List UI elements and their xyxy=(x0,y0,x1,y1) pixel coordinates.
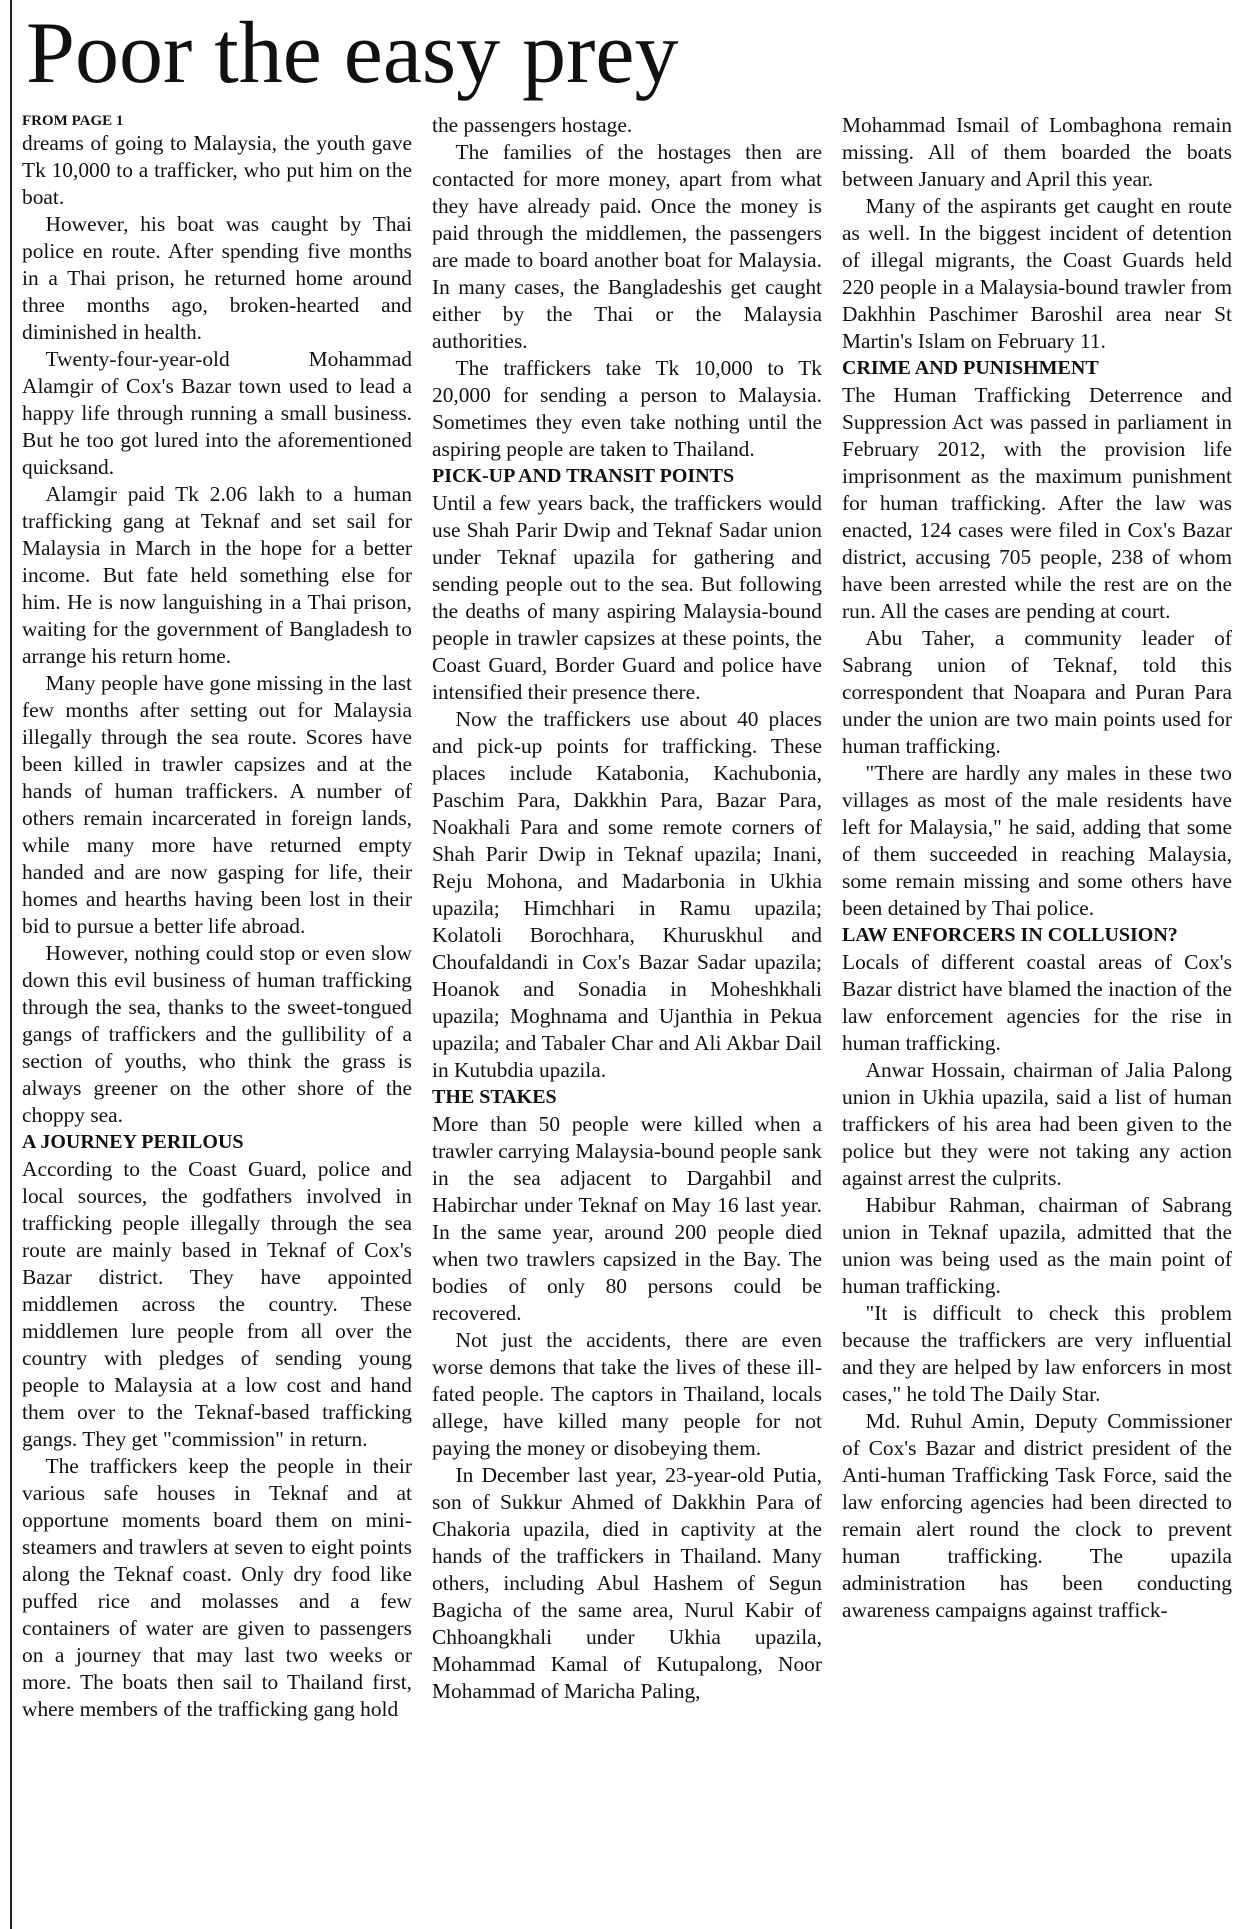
article-paragraph: Now the traffickers use about 40 places and pick-up points for trafficking. These places include Katabonia, Kachubonia, Paschim Para, Dakkhin Para, Bazar Para, Noakhali Para and some remote corners of Shah Parir Dwip in Teknaf upazila; Inani, Reju Mohona, and Madarbonia in Ukhia upazila; Himchhari in Ramu upazila; Kolatoli Borochhara, Khuruskhul and Choufaldandi in Cox's Bazar Sadar upazila; Hoanok and Sonadia in Moheshkhali upazila; Moghnama and Ujanthia in Pekua upazila; and Tabaler Char and Ali Akbar Dail in Kutubdia upazila. xyxy=(432,707,822,1082)
jump-kicker: FROM PAGE 1 xyxy=(22,113,124,129)
article-paragraph: "It is difficult to check this problem because the traffickers are very influential and they are helped by law enforcers in most cases," he told The Daily Star. xyxy=(842,1301,1232,1406)
article-paragraph: Until a few years back, the traffickers would use Shah Parir Dwip and Teknaf Sadar union under Teknaf upazila for gathering and sending people out to the sea. But following the deaths of many aspiring Malaysia-bound people in trawler capsizes at these points, the Coast Guard, Border Guard and police have intensified their presence there. xyxy=(432,491,822,704)
column-3 xyxy=(842,112,1232,1922)
section-subhead: THE STAKES xyxy=(432,1086,557,1108)
article-paragraph: However, nothing could stop or even slow down this evil business of human trafficking through the sea, thanks to the sweet-tongued gangs of traffickers and the gullibility of a section of youths, who think the grass is always greener on the other shore of the choppy sea. xyxy=(22,941,412,1127)
headline: Poor the easy prey xyxy=(26,5,679,102)
section-subhead: A JOURNEY PERILOUS xyxy=(22,1131,244,1153)
article-paragraph: Many people have gone missing in the last few months after setting out for Malaysia illegally through the sea route. Scores have been killed in trawler capsizes and at the hands of human traffickers. A number of others remain incarcerated in foreign lands, while many more have returned empty handed and are now gasping for life, their homes and hearths having been lost in their bid to pursue a better life abroad. xyxy=(22,671,412,938)
article-paragraph: The traffickers keep the people in their various safe houses in Teknaf and at opportune moments board them on mini-steamers and trawlers at seven to eight points along the Teknaf coast. Only dry food like puffed rice and molasses and a few containers of water are given to passengers on a journey that may last two weeks or more. The boats then sail to Thailand first, where members of the trafficking gang hold xyxy=(22,1454,412,1721)
article-paragraph: "There are hardly any males in these two villages as most of the male residents have left for Malaysia," he said, adding that some of them succeeded in reaching Malaysia, some remain missing and some others have been detained by Thai police. xyxy=(842,761,1232,920)
article-paragraph: dreams of going to Malaysia, the youth gave Tk 10,000 to a trafficker, who put him on the boat. xyxy=(22,131,412,209)
article-paragraph: The traffickers take Tk 10,000 to Tk 20,000 for sending a person to Malaysia. Sometimes they even take nothing until the aspiring people are taken to Thailand. xyxy=(432,356,822,461)
article-paragraph: Habibur Rahman, chairman of Sabrang union in Teknaf upazila, admitted that the union was being used as the main point of human trafficking. xyxy=(842,1193,1232,1298)
column-2 xyxy=(432,112,822,1922)
article-paragraph: In December last year, 23-year-old Putia, son of Sukkur Ahmed of Dakkhin Para of Chakoria upazila, died in captivity at the hands of the traffickers in Thailand. Many others, including Abul Hashem of Segun Bagicha of the same area, Nurul Kabir of Chhoangkhali under Ukhia upazila, Mohammad Kamal of Kutupalong, Noor Mohammad of Maricha Paling, xyxy=(432,1463,822,1703)
article-paragraph: Abu Taher, a community leader of Sabrang union of Teknaf, told this correspondent that Noapara and Puran Para under the union are two main points used for human trafficking. xyxy=(842,626,1232,758)
article-paragraph: Twenty-four-year-old Mohammad Alamgir of Cox's Bazar town used to lead a happy life through running a small business. But he too got lured into the aforementioned quicksand. xyxy=(22,347,412,479)
section-subhead: PICK-UP AND TRANSIT POINTS xyxy=(432,465,735,487)
article-paragraph: However, his boat was caught by Thai police en route. After spending five months in a Thai prison, he returned home around three months ago, broken-hearted and diminished in health. xyxy=(22,212,412,344)
article-paragraph: According to the Coast Guard, police and local sources, the godfathers involved in trafficking people illegally through the sea route are mainly based in Teknaf of Cox's Bazar district. They have appointed middlemen across the country. These middlemen lure people from all over the country with pledges of sending young people to Malaysia at a low cost and hand them over to the Teknaf-based trafficking gangs. They get "commission" in return. xyxy=(22,1157,412,1451)
article-paragraph: Mohammad Ismail of Lombaghona remain missing. All of them boarded the boats between January and April this year. xyxy=(842,113,1232,191)
article-paragraph: Not just the accidents, there are even worse demons that take the lives of these ill-fated people. The captors in Thailand, locals allege, have killed many people for not paying the money or disobeying them. xyxy=(432,1328,822,1460)
article-paragraph: The families of the hostages then are contacted for more money, apart from what they have already paid. Once the money is paid through the middlemen, the passengers are made to board another boat for Malaysia. In many cases, the Bangladeshis get caught either by the Thai or the Malaysia authorities. xyxy=(432,140,822,353)
article-paragraph: Locals of different coastal areas of Cox's Bazar district have blamed the inaction of the law enforcement agencies for the rise in human trafficking. xyxy=(842,950,1232,1055)
column-1 xyxy=(22,112,412,1922)
section-subhead: CRIME AND PUNISHMENT xyxy=(842,357,1099,379)
article-paragraph: Md. Ruhul Amin, Deputy Commissioner of Cox's Bazar and district president of the Anti-human Trafficking Task Force, said the law enforcing agencies had been directed to remain alert round the clock to prevent human trafficking. The upazila administration has been conducting awareness campaigns against traffick- xyxy=(842,1409,1232,1622)
article-paragraph: The Human Trafficking Deterrence and Suppression Act was passed in parliament in February 2012, with the provision life imprisonment as the maximum punishment for human trafficking. After the law was enacted, 124 cases were filed in Cox's Bazar district, accusing 705 people, 238 of whom have been arrested while the rest are on the run. All the cases are pending at court. xyxy=(842,383,1232,623)
article-paragraph: the passengers hostage. xyxy=(432,113,633,137)
article-paragraph: More than 50 people were killed when a trawler carrying Malaysia-bound people sank in the sea adjacent to Dargahbil and Habirchar under Teknaf on May 16 last year. In the same year, around 200 people died when two trawlers capsized in the Bay. The bodies of only 80 persons could be recovered. xyxy=(432,1112,822,1325)
article-paragraph: Many of the aspirants get caught en route as well. In the biggest incident of detention of illegal migrants, the Coast Guards held 220 people in a Malaysia-bound trawler from Dakhhin Paschimer Baroshil area near St Martin's Islam on February 11. xyxy=(842,194,1232,353)
article-body xyxy=(22,112,1232,1922)
article-paragraph: Alamgir paid Tk 2.06 lakh to a human trafficking gang at Teknaf and set sail for Malaysia in March in the hope for a better income. But fate held something else for him. He is now languishing in a Thai prison, waiting for the government of Bangladesh to arrange his return home. xyxy=(22,482,412,668)
article-paragraph: Anwar Hossain, chairman of Jalia Palong union in Ukhia upazila, said a list of human traffickers of his area had been given to the police but they were not taking any action against arrest the culprits. xyxy=(842,1058,1232,1190)
column-rule xyxy=(10,0,12,1929)
section-subhead: LAW ENFORCERS IN COLLUSION? xyxy=(842,924,1178,946)
